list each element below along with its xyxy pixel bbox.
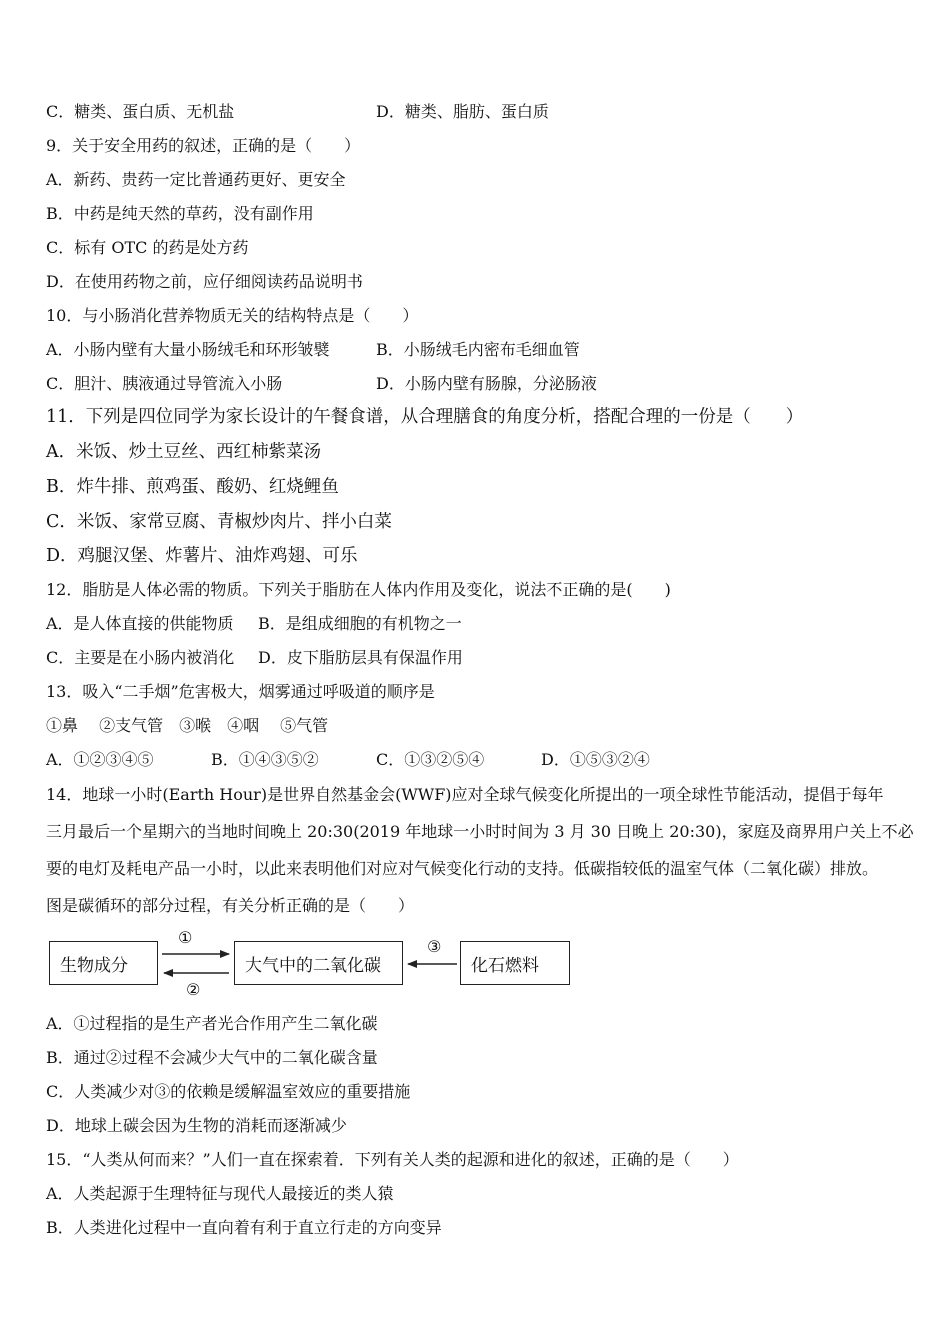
q12-option-a: A．是人体直接的供能物质: [46, 614, 234, 633]
q12-option-b: B．是组成细胞的有机物之一: [258, 614, 462, 633]
q13-stem: 13．吸入“二手烟”危害极大，烟雾通过呼吸道的顺序是: [46, 682, 435, 701]
q13-option-b: B．①④③⑤②: [211, 750, 319, 769]
q12-option-c: C．主要是在小肠内被消化: [46, 648, 235, 667]
q10-option-c: C．胆汁、胰液通过导管流入小肠: [46, 374, 283, 393]
q9-option-b: B．中药是纯天然的草药，没有副作用: [46, 204, 314, 223]
q8-option-c: C．糖类、蛋白质、无机盐: [46, 102, 235, 121]
q15-option-b: B．人类进化过程中一直向着有利于直立行走的方向变异: [46, 1218, 442, 1237]
q14-line-3: 要的电灯及耗电产品一小时，以此来表明他们对应对气候变化行动的支持。低碳指较低的温室气体（二氧化碳）排放。: [46, 859, 879, 878]
diagram-box-fossil-fuels-label: 化石燃料: [471, 955, 539, 976]
diagram-box-organisms-label: 生物成分: [60, 955, 128, 976]
q10-option-b: B．小肠绒毛内密布毛细血管: [376, 340, 580, 359]
q10-option-a: A．小肠内壁有大量小肠绒毛和环形皱襞: [46, 340, 330, 359]
diagram-box-atmosphere-co2-label: 大气中的二氧化碳: [245, 955, 381, 976]
q9-option-a: A．新药、贵药一定比普通药更好、更安全: [46, 170, 346, 189]
diagram-label-3: ③: [427, 937, 442, 956]
diagram-label-2: ②: [186, 980, 201, 999]
q11-option-d: D．鸡腿汉堡、炸薯片、油炸鸡翅、可乐: [46, 546, 358, 566]
q13-option-a: A．①②③④⑤: [46, 750, 154, 769]
q11-option-a: A．米饭、炒土豆丝、西红柿紫菜汤: [46, 442, 322, 462]
q13-option-d: D．①⑤③②④: [541, 750, 650, 769]
q11-option-b: B．炸牛排、煎鸡蛋、酸奶、红烧鲤鱼: [46, 477, 339, 497]
q12-option-d: D．皮下脂肪层具有保温作用: [258, 648, 463, 667]
q10-stem: 10．与小肠消化营养物质无关的结构特点是（ ）: [46, 306, 419, 325]
diagram-label-1: ①: [178, 928, 193, 947]
q14-line-4: 图是碳循环的部分过程，有关分析正确的是（ ）: [46, 896, 415, 915]
q15-option-a: A．人类起源于生理特征与现代人最接近的类人猿: [46, 1184, 394, 1203]
q14-option-d: D．地球上碳会因为生物的消耗而逐渐减少: [46, 1116, 347, 1135]
q9-option-c: C．标有 OTC 的药是处方药: [46, 238, 249, 257]
q9-stem: 9．关于安全用药的叙述，正确的是（ ）: [46, 136, 361, 155]
q15-stem: 15．“人类从何而来？”人们一直在探索着．下列有关人类的起源和进化的叙述，正确的是（ ）: [46, 1150, 739, 1169]
q11-option-c: C．米饭、家常豆腐、青椒炒肉片、拌小白菜: [46, 512, 392, 532]
q14-option-c: C．人类减少对③的依赖是缓解温室效应的重要措施: [46, 1082, 411, 1101]
q14-option-b: B．通过②过程不会减少大气中的二氧化碳含量: [46, 1048, 378, 1067]
q9-option-d: D．在使用药物之前，应仔细阅读药品说明书: [46, 272, 363, 291]
q11-stem: 11．下列是四位同学为家长设计的午餐食谱，从合理膳食的角度分析，搭配合理的一份是（ ）: [46, 407, 804, 427]
q14-line-2: 三月最后一个星期六的当地时间晚上 20:30(2019 年地球一小时时间为 3 月 30 日晚上 20:30)，家庭及商界用户关上不必: [46, 822, 914, 841]
q14-option-a: A．①过程指的是生产者光合作用产生二氧化碳: [46, 1014, 378, 1033]
q13-items: ①鼻 ②支气管 ③喉 ④咽 ⑤气管: [46, 716, 329, 735]
q12-stem: 12．脂肪是人体必需的物质。下列关于脂肪在人体内作用及变化，说法不正确的是( ): [46, 580, 671, 599]
q14-line-1: 14．地球一小时(Earth Hour)是世界自然基金会(WWF)应对全球气候变化所提出的一项全球性节能活动，提倡于每年: [46, 785, 884, 804]
q8-option-d: D．糖类、脂肪、蛋白质: [376, 102, 549, 121]
q13-option-c: C．①③②⑤④: [376, 750, 485, 769]
q10-option-d: D．小肠内壁有肠腺，分泌肠液: [376, 374, 597, 393]
